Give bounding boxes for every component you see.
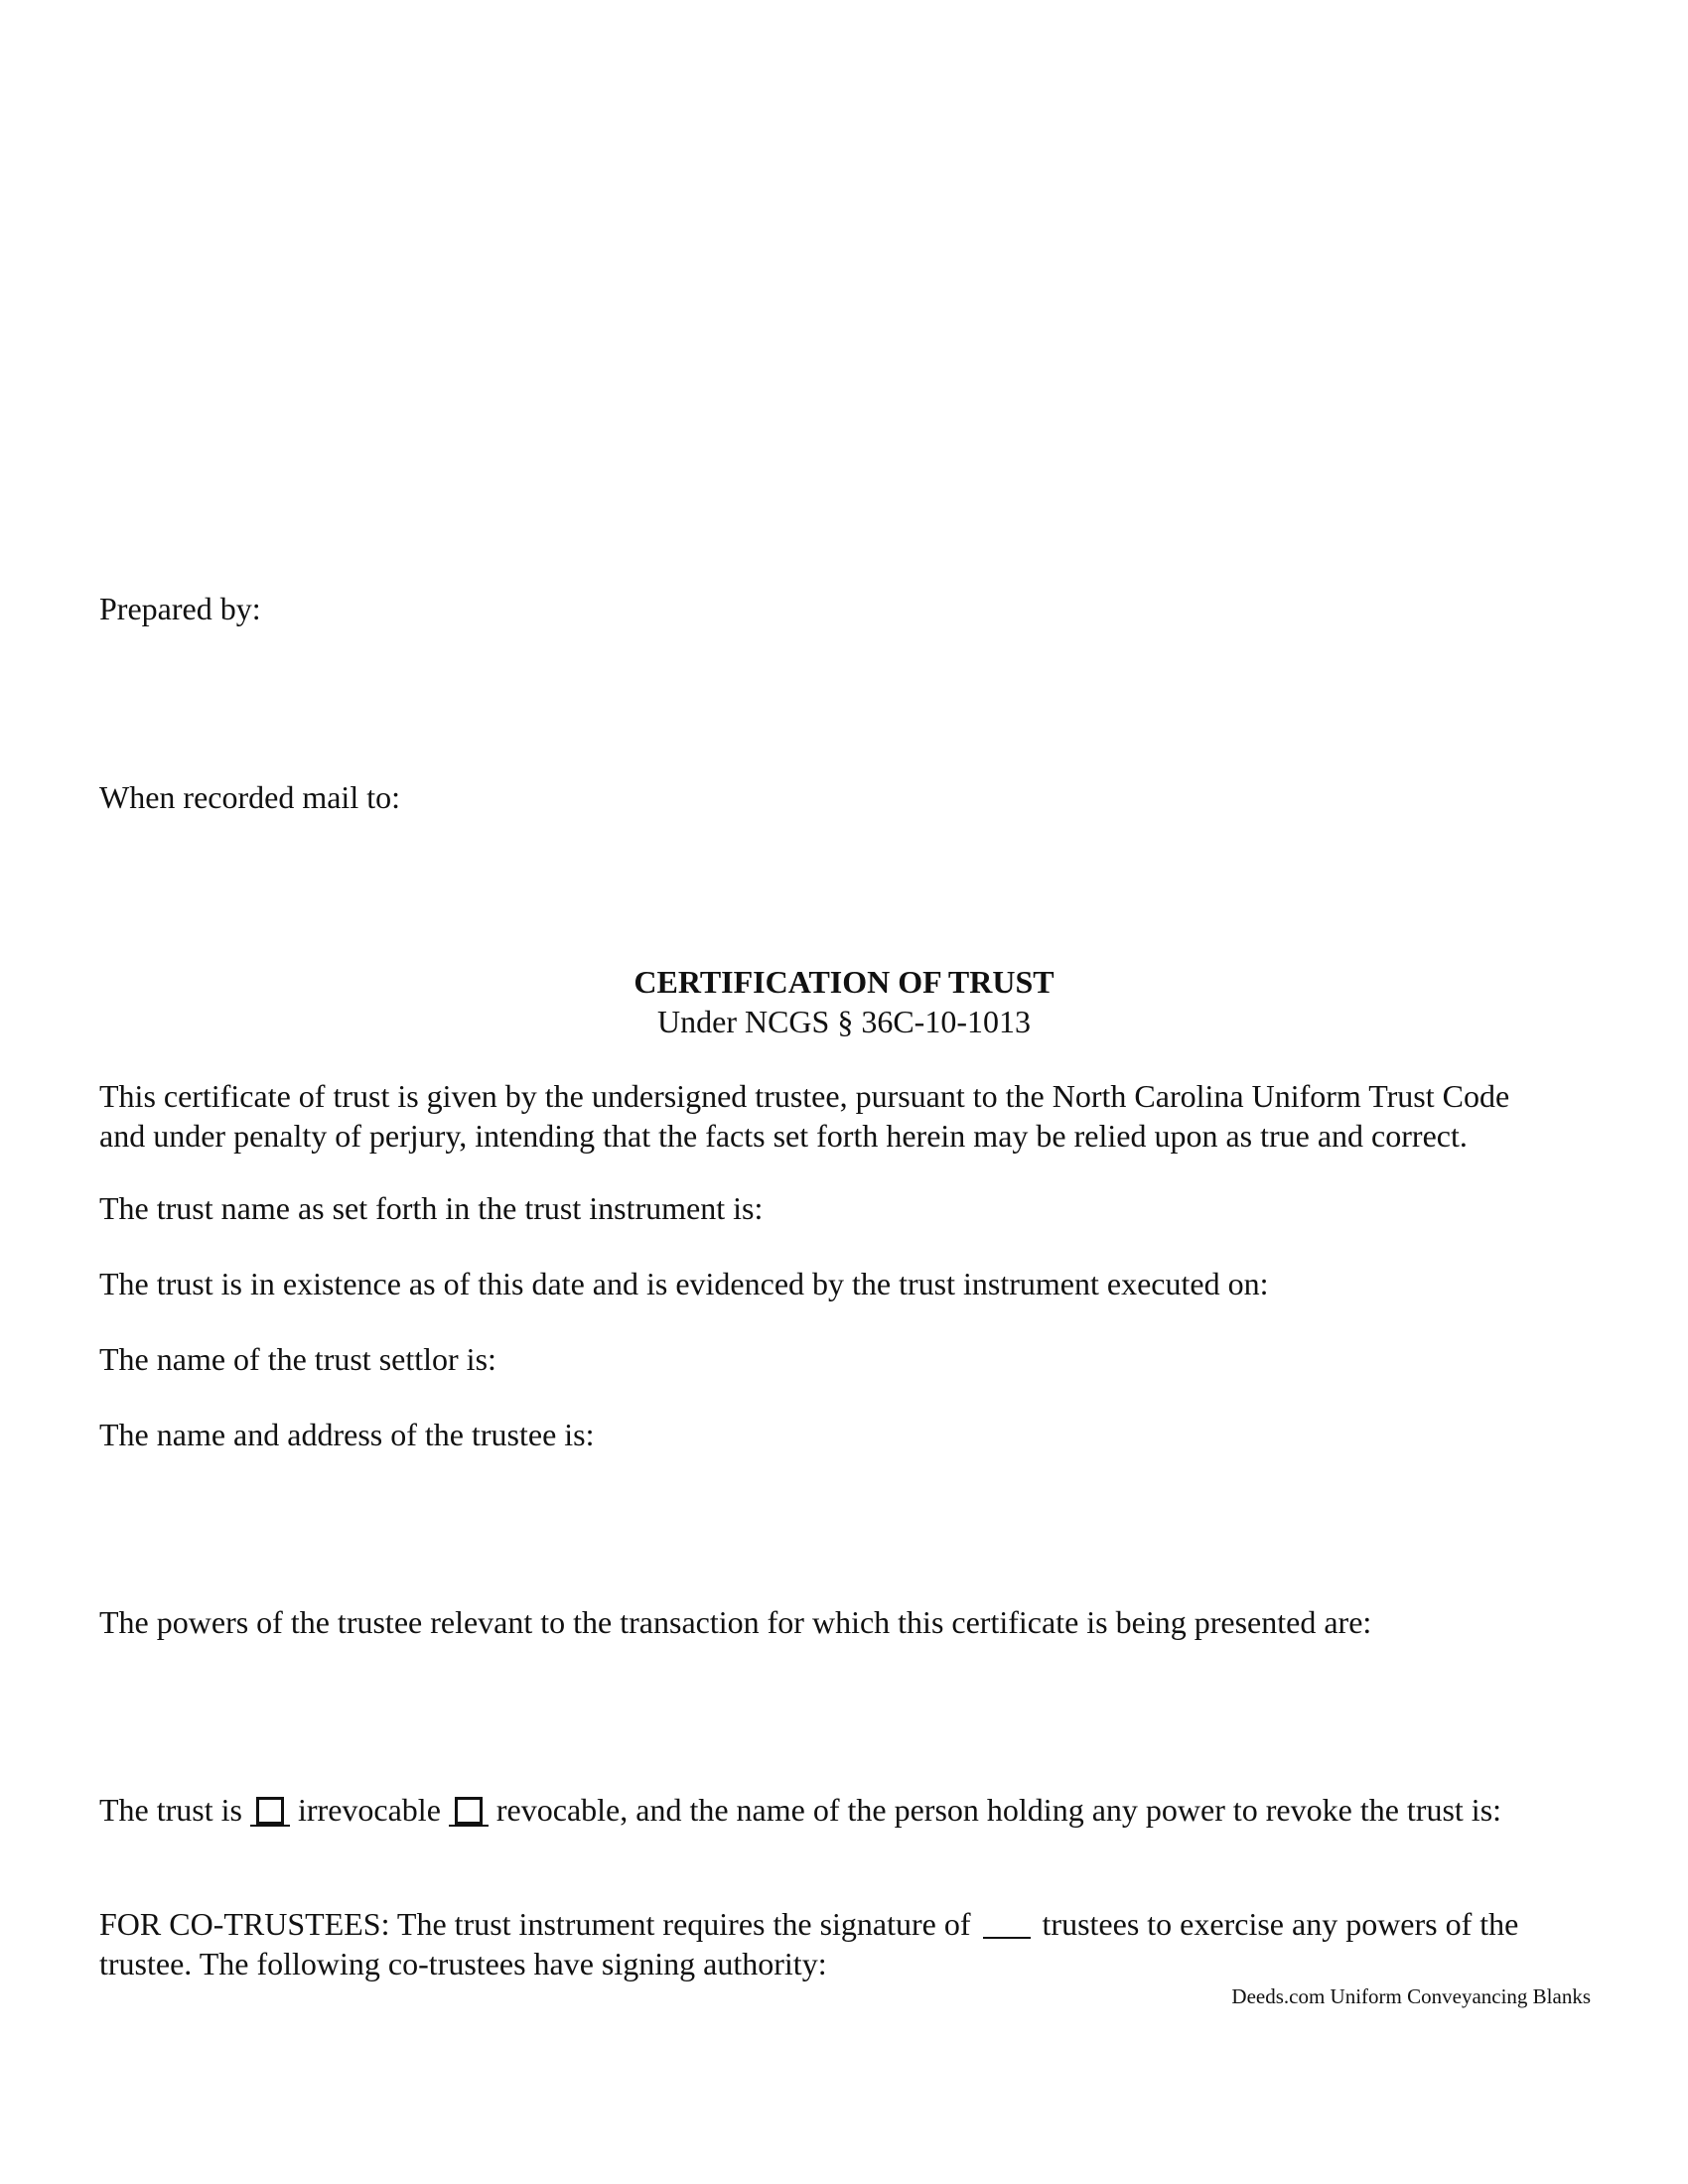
trustee-label: The name and address of the trustee is:: [99, 1417, 595, 1452]
settlor-label: The name of the trust settlor is:: [99, 1341, 496, 1377]
revocability-prefix: The trust is: [99, 1792, 242, 1828]
prepared-by-label: Prepared by:: [99, 591, 261, 626]
mail-to-label: When recorded mail to:: [99, 779, 400, 815]
irrevocable-label: irrevocable: [297, 1792, 441, 1828]
signature-count-blank[interactable]: [983, 1907, 1031, 1939]
irrevocable-checkbox-field[interactable]: [250, 1795, 290, 1827]
revocable-checkbox[interactable]: [455, 1797, 483, 1825]
footer-credit: Deeds.com Uniform Conveyancing Blanks: [1231, 1984, 1591, 2008]
existence-label: The trust is in existence as of this date and is evidenced by the trust instrument executed on:: [99, 1266, 1269, 1301]
intro-line-1: This certificate of trust is given by the undersigned trustee, pursuant to the North Carolina Uniform Trust Code: [99, 1078, 1510, 1114]
irrevocable-checkbox[interactable]: [256, 1797, 284, 1825]
document-title: CERTIFICATION OF TRUST: [633, 964, 1055, 1000]
revocable-checkbox-field[interactable]: [449, 1795, 489, 1827]
cotrustees-line-1: [99, 1904, 1518, 1944]
powers-label: The powers of the trustee relevant to the transaction for which this certificate is being presented are:: [99, 1604, 1372, 1640]
revocability-line: [99, 1790, 1501, 1830]
cotrustees-line-2: trustee. The following co-trustees have signing authority:: [99, 1946, 827, 1981]
document-subtitle: Under NCGS § 36C-10-1013: [657, 1004, 1031, 1039]
cotrustees-prefix: FOR CO-TRUSTEES: The trust instrument requires the signature of: [99, 1906, 971, 1942]
cotrustees-suffix: trustees to exercise any powers of the: [1042, 1906, 1519, 1942]
revocable-label: revocable, and the name of the person holding any power to revoke the trust is:: [495, 1792, 1502, 1828]
trust-name-label: The trust name as set forth in the trust instrument is:: [99, 1190, 764, 1226]
intro-line-2: and under penalty of perjury, intending that the facts set forth herein may be relied upon as true and correct.: [99, 1118, 1468, 1154]
